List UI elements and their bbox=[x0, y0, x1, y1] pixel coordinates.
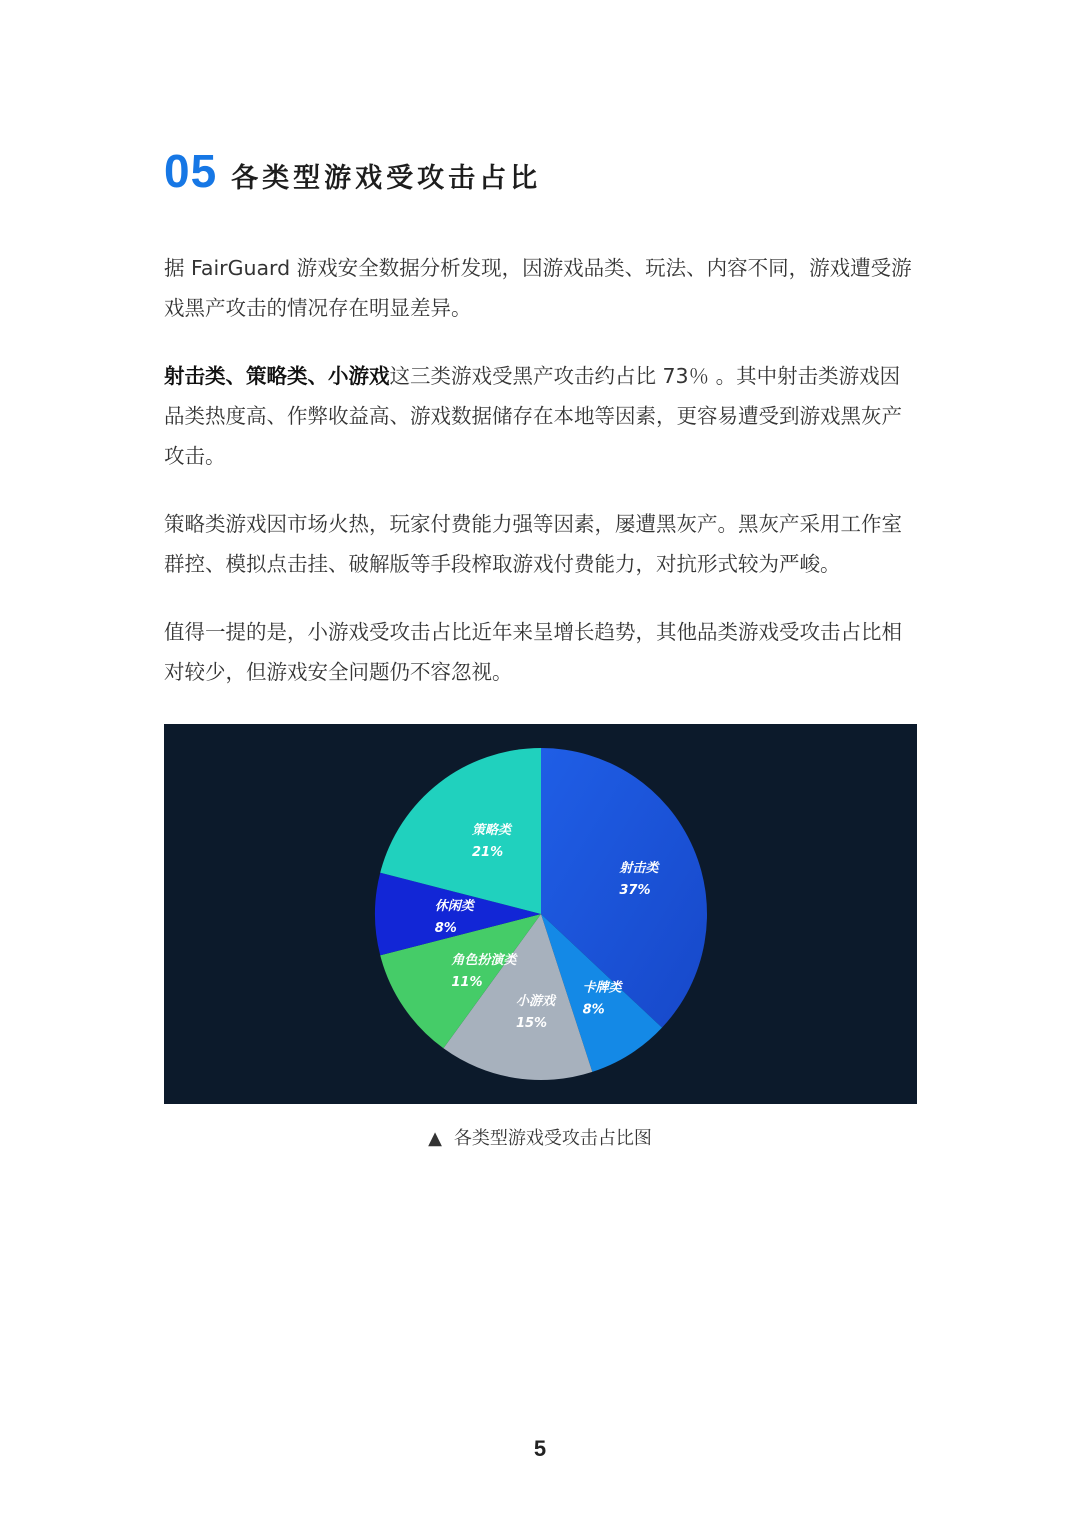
paragraph-top-three bbox=[164, 356, 920, 476]
paragraph-strategy: 策略类游戏因市场火热，玩家付费能力强等因素，屡遭黑灰产。黑灰产采用工作室群控、模拟点击挂、破解版等手段榨取游戏付费能力，对抗形式较为严峻。 bbox=[164, 512, 902, 576]
slice-label: 策略类 bbox=[471, 822, 512, 838]
slice-value-label: 37% bbox=[619, 882, 651, 898]
slice-label: 休闲类 bbox=[434, 899, 474, 914]
slice-label: 小游戏 bbox=[515, 994, 555, 1010]
section-heading bbox=[164, 145, 542, 197]
slice-label: 角色扮演类 bbox=[451, 953, 517, 969]
slice-value-label: 8% bbox=[434, 921, 457, 936]
pie-chart-panel bbox=[164, 724, 917, 1104]
caption-text: 各类型游戏受攻击占比图 bbox=[453, 1128, 652, 1149]
page-number: 5 bbox=[533, 1436, 547, 1461]
figure-caption bbox=[0, 1124, 1080, 1150]
caption-triangle-icon: ▲ bbox=[428, 1128, 442, 1149]
paragraph-top-three-text: 这三类游戏受黑产攻击约占比 73％ 。其中射击类游戏因品类热度高、作弊收益高、游戏数据储存在本地等因素，更容易遭受到游戏黑灰产攻击。 bbox=[164, 364, 902, 468]
slice-label: 射击类 bbox=[619, 860, 659, 876]
paragraph-intro: 据 FairGuard 游戏安全数据分析发现，因游戏品类、玩法、内容不同，游戏遭受游戏黑产攻击的情况存在明显差异。 bbox=[164, 256, 912, 320]
section-title: 各类型游戏受攻击占比 bbox=[231, 163, 542, 194]
paragraph-mini-games: 值得一提的是，小游戏受攻击占比近年来呈增长趋势，其他品类游戏受攻击占比相对较少，但游戏安全问题仍不容忽视。 bbox=[164, 620, 902, 684]
section-number: 05 bbox=[164, 145, 218, 197]
slice-label: 卡牌类 bbox=[582, 980, 622, 996]
pie-chart bbox=[164, 724, 917, 1104]
paragraph-bold-lead: 射击类、策略类、小游戏 bbox=[164, 364, 390, 388]
slice-value-label: 11% bbox=[451, 975, 483, 991]
slice-value-label: 15% bbox=[515, 1016, 548, 1032]
slice-value-label: 21% bbox=[471, 844, 504, 860]
slice-value-label: 8% bbox=[582, 1002, 605, 1018]
